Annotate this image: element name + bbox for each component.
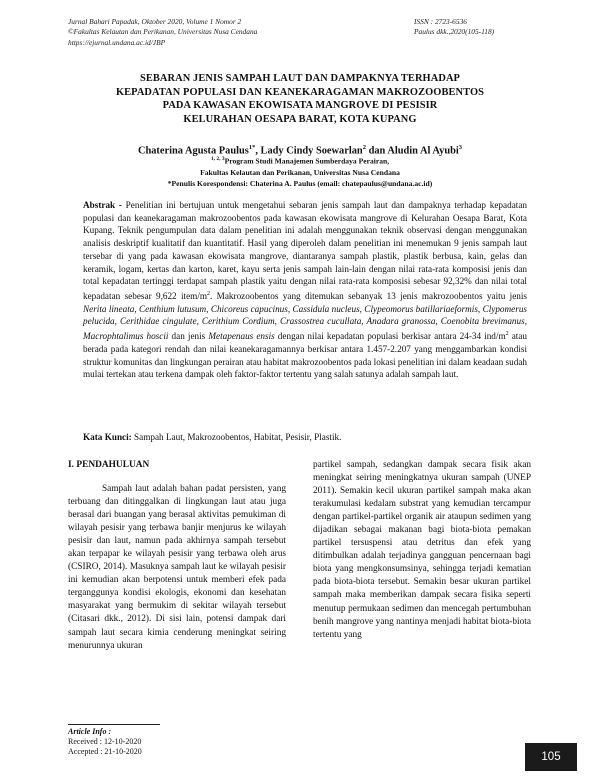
- keywords-label: Kata Kunci:: [83, 432, 135, 442]
- body-paragraph: Sampah laut adalah bahan padat persisten, yang terbuang dan ditinggalkan di lingkungan laut atau juga berasal dari buangan yang berasal aktivitas pemukiman di wilayah pesisir yang terbawa banjir menjurus ke wilayah pesisir dan laut, namun pada akhirnya sampah tersebut akan terpapar ke wilayah pesisir yang terbawa oleh arus (CSIRO, 2014). Masuknya sampah laut ke wilayah pesisir ini kemudian akan berpotensi untuk memberi efek pada terganggunya kondisi ekologis, ekonomi dan kesehatan masyarakat yang bermukim di sekitar wilayah tersebut (Citasari dkk., 2012). Di sisi lain, potensi dampak dari sampah laut secara kimia cenderung meningkat seiring menurunnya ukuran: [68, 484, 286, 651]
- abstract-label: Abstrak -: [83, 200, 126, 210]
- journal-url[interactable]: https://ejurnal.undana.ac.id/JBP: [68, 37, 166, 47]
- abstract-sup: 2: [505, 331, 509, 338]
- page-range: Paulus dkk.,2020(105-118): [414, 27, 495, 37]
- accepted-date: Accepted : 21-10-2020: [68, 747, 142, 757]
- species-name: Metapenaus ensis: [208, 331, 275, 342]
- paper-title: [70, 72, 530, 126]
- author-1: Chaterina Agusta Paulus: [137, 145, 249, 157]
- journal-name: Jurnal Bahari Papadak, Oktober 2020, Volume 1 Nomor 2: [68, 17, 242, 26]
- section-heading: I. PENDAHULUAN: [68, 460, 150, 470]
- author-2-sup: 2: [362, 144, 366, 151]
- abstract: [83, 199, 527, 381]
- keywords: [83, 431, 527, 444]
- species-list: Nerita lineata, Centhium lutusum, Chicoreus capucinus, Cassidula nucleus, Clypeomorus batillariaeformis, Clypomerus pelucida, Cerithidae cingulate, Cerithium Cordium, Crassostrea cucullata, Anadara granossa, Coenobita brevimanus, Macrophtalimus hoscii: [83, 303, 527, 342]
- affiliation-program: Program Studi Manajemen Sumberdaya Perairan,: [224, 156, 390, 166]
- abstract-text: dan jenis: [168, 331, 209, 342]
- author-1-sup: 1*: [248, 144, 256, 151]
- affiliation-sup: 1, 2, 3: [210, 156, 225, 162]
- page-number: 105: [525, 743, 577, 771]
- abstract-text: dengan nilai kepadatan populasi berkisar antara 24-34 ind/m: [274, 331, 506, 342]
- title-line: SEBARAN JENIS SAMPAH LAUT DAN DAMPAKNYA TERHADAP: [139, 73, 460, 84]
- affiliations: [70, 154, 530, 189]
- correspondence: *Penulis Korespondensi: Chaterina A. Paulus (email: chatepaulus@undana.ac.id): [167, 179, 433, 189]
- running-header-right: [414, 17, 494, 38]
- article-info: [68, 727, 142, 758]
- title-line: KELURAHAN OESAPA BARAT, KOTA KUPANG: [183, 113, 417, 125]
- abstract-text: atau berada pada kategori rendah dan nilai keanekaragamannya berkisar antara 1.457-2.207 yang menggambarkan kondisi struktur komunitas dan lingkungan perairan atau habitat makrozoobentos pada lokasi penelitian ini dalam keadaan sudah mulai tertekan atau terkena dampak oleh faktor-faktor tertentu yang salah satunya adalah sampah laut.: [83, 331, 528, 380]
- issn: ISSN : 2723-6536: [414, 17, 467, 26]
- abstract-sup: 2: [207, 290, 211, 297]
- abstract-text: Penelitian ini bertujuan untuk mengetahui sebaran jenis sampah laut dan dampaknya terhadap kepadatan populasi dan keanekaragaman makrozoobentos pada kawasan ekowisata mangrove di Kelurahan Oesapa Barat, Kota Kupang. Teknik pengumpulan data dalam penelitian ini adalah menggunakan teknik observasi dengan menggunakan analisis deskriptif kualitatif dan kuantitatif. Hasil yang diperoleh dalam penelitian ini menemukan 9 jenis sampah laut tersebar di yang pada kawasan ekowisata mangrove, diantaranya sampah plastik, plastik berbusa, kain, gelas dan keramik, logam, kertas dan karton, karet, kayu serta jenis sampah lain-lain dengan nilai rata-rata komposisi jenis dan total kepadatan tertinggi terdapat sampah plastik yaitu dengan nilai rata-rata komposisi sebesar 92,32% dan nilai total kepadatan sebesar 9,622 item/m: [83, 200, 527, 301]
- article-info-title: Article Info :: [68, 727, 112, 736]
- footer-rule: [68, 724, 160, 725]
- title-line: PADA KAWASAN EKOWISATA MANGROVE DI PESISIR: [162, 100, 438, 112]
- keywords-text: Sampah Laut, Makrozoobentos, Habitat, Pesisir, Plastik.: [134, 432, 342, 442]
- author-3: dan Aludin Al Ayubi: [365, 145, 459, 157]
- body-paragraph: partikel sampah, sedangkan dampak secara fisik akan meningkat seiring meningkatnya ukuran sampah (UNEP 2011). Semakin kecil ukuran partikel sampah maka akan terakumulasi kedalam substrat yang kemudian tercampur dengan partikel-partikel organik air ataupun sedimen yang dijadikan sebagai makanan bagi biota-biota pemakan partikel tersuspensi atau detritus dan efek yang ditimbulkan adalah terjadinya gangguan pencernaan bagi biota yang mengkonsumsinya, sehingga terjadi kematian pada biota-biota tersebut. Semakin besar ukuran partikel sampah maka memberikan dampak secara fisika seperti menutup permukaan sedimen dan mencegah pertumbuhan benih mangrove yang nantinya menjadi habitat biota-biota tertentu yang: [313, 460, 531, 640]
- author-3-sup: 3: [458, 144, 463, 151]
- abstract-text: . Makrozoobentos yang ditemukan sebanyak 13 jenis makrozoobentos yaitu jenis: [210, 290, 528, 301]
- running-header-left: [68, 17, 257, 48]
- publisher-line: ©Fakultas Kelautan dan Perikanan, Universitas Nusa Cendana: [68, 27, 258, 37]
- received-date: Received : 12-10-2020: [68, 737, 142, 747]
- affiliation-faculty: Fakultas Kelautan dan Perikanan, Universitas Nusa Cendana: [200, 167, 400, 177]
- title-line: KEPADATAN POPULASI DAN KEANEKARAGAMAN MAKROZOOBENTOS: [115, 86, 485, 98]
- author-2: , Lady Cindy Soewarlan: [255, 145, 363, 157]
